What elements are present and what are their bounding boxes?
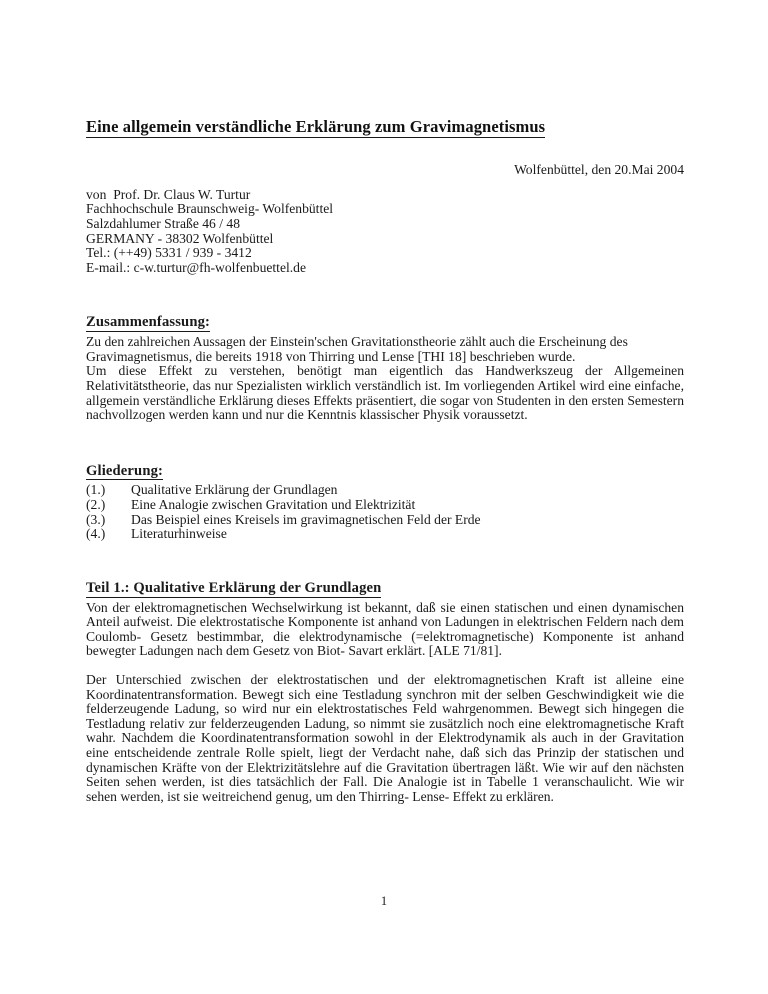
outline-item-label: Literaturhinweise [131,526,227,542]
outline-item-number: (2.) [86,497,106,513]
author-email: E-mail.: c-w.turtur@fh-wolfenbuettel.de [86,259,306,275]
part1-heading: Teil 1.: Qualitative Erklärung der Grundlagen [86,579,382,596]
list-item [86,527,684,542]
outline-item-number: (4.) [86,526,106,542]
abstract-paragraph-2: Um diese Effekt zu verstehen, benötigt man eigentlich das Handwerkszeug der Allgemeinen Relativitätstheorie, das nur Spezialisten wirklich verständlich ist. Im vorliegenden Artikel wird eine einfache, allgemein verständliche Erklärung dieses Effekts präsentiert, die sogar von Studenten in den ersten Semestern nachvollzogen werden kann und nur die Kenntnis klassischer Physik voraussetzt. [86,363,684,423]
part1-heading-row [86,580,684,598]
outline-item-number: (1.) [86,482,106,498]
outline-item-label: Das Beispiel eines Kreisels im gravimagnetischen Feld der Erde [131,511,481,527]
outline-item-number: (3.) [86,511,106,527]
outline-item-label: Qualitative Erklärung der Grundlagen [131,482,338,498]
title-row [86,118,684,138]
outline-heading: Gliederung: [86,462,164,479]
author-street: Salzdahlumer Straße 46 / 48 [86,215,241,231]
outline-item-label: Eine Analogie zwischen Gravitation und Elektrizität [131,497,416,513]
author-city: GERMANY - 38302 Wolfenbüttel [86,230,274,246]
abstract-paragraph-1: Zu den zahlreichen Aussagen der Einstein'schen Gravitationstheorie zählt auch die Erscheinung des Gravimagnetismus, die bereits 1918 von Thirring und Lense [THI 18] beschrieben wurde. [86,334,628,364]
list-item [86,498,684,513]
abstract-heading: Zusammenfassung: [86,314,211,331]
list-item [86,483,684,498]
part1-paragraph-1: Von der elektromagnetischen Wechselwirkung ist bekannt, daß sie einen statischen und einen dynamischen Anteil aufweist. Die elektrostatische Komponente ist anhand von Ladungen in elektrischen Feldern nach dem Coulomb- Gesetz bestimmbar, die elektrodynamische (=elektromagnetische) Komponente ist anhand bewegter Ladungen nach dem Gesetz von Biot- Savart erklärt. [ALE 71/81]. [86,599,684,659]
list-item [86,513,684,528]
outline-heading-row [86,463,684,481]
page-title: Eine allgemein verständliche Erklärung zum Gravimagnetismus [86,118,545,138]
author-phone: Tel.: (++49) 5331 / 939 - 3412 [86,245,252,261]
outline-list [86,483,684,541]
author-address-block [86,188,684,276]
abstract-heading-row [86,314,684,332]
author-institution: Fachhochschule Braunschweig- Wolfenbüttel [86,201,334,217]
page-number: 1 [380,894,388,908]
page-content [86,118,684,804]
dateline: Wolfenbüttel, den 20.Mai 2004 [514,162,684,178]
part1-paragraph-2: Der Unterschied zwischen der elektrostatischen und der elektromagnetischen Kraft ist alleine eine Koordinatentransformation. Bewegt sich eine Testladung synchron mit der selben Geschwindigkeit wie die felderzeugende Ladung, so wird nur ein elektrostatisches Feld wahrgenommen. Bewegt sich hingegen die Testladung relativ zur felderzeugenden Ladung, so nimmt sie zusätzlich noch eine elektromagnetische Kraft wahr. Nachdem die Koordinatentransformation sowohl in der Elektrodynamik als auch in der Gravitation eine entscheidende zentrale Rolle spielt, liegt der Verdacht nahe, daß sich das Prinzip der statischen und dynamischen Kräfte von der Elektrizitätslehre auf die Gravitation übertragen läßt. Wie wir auf den nächsten Seiten sehen werden, ist dies tatsächlich der Fall. Die Analogie ist in Tabelle 1 veranschaulicht. Wie wir sehen werden, ist sie weitreichend genug, um den Thirring- Lense- Effekt zu erklären. [86,672,684,804]
author-name: von Prof. Dr. Claus W. Turtur [86,186,251,202]
